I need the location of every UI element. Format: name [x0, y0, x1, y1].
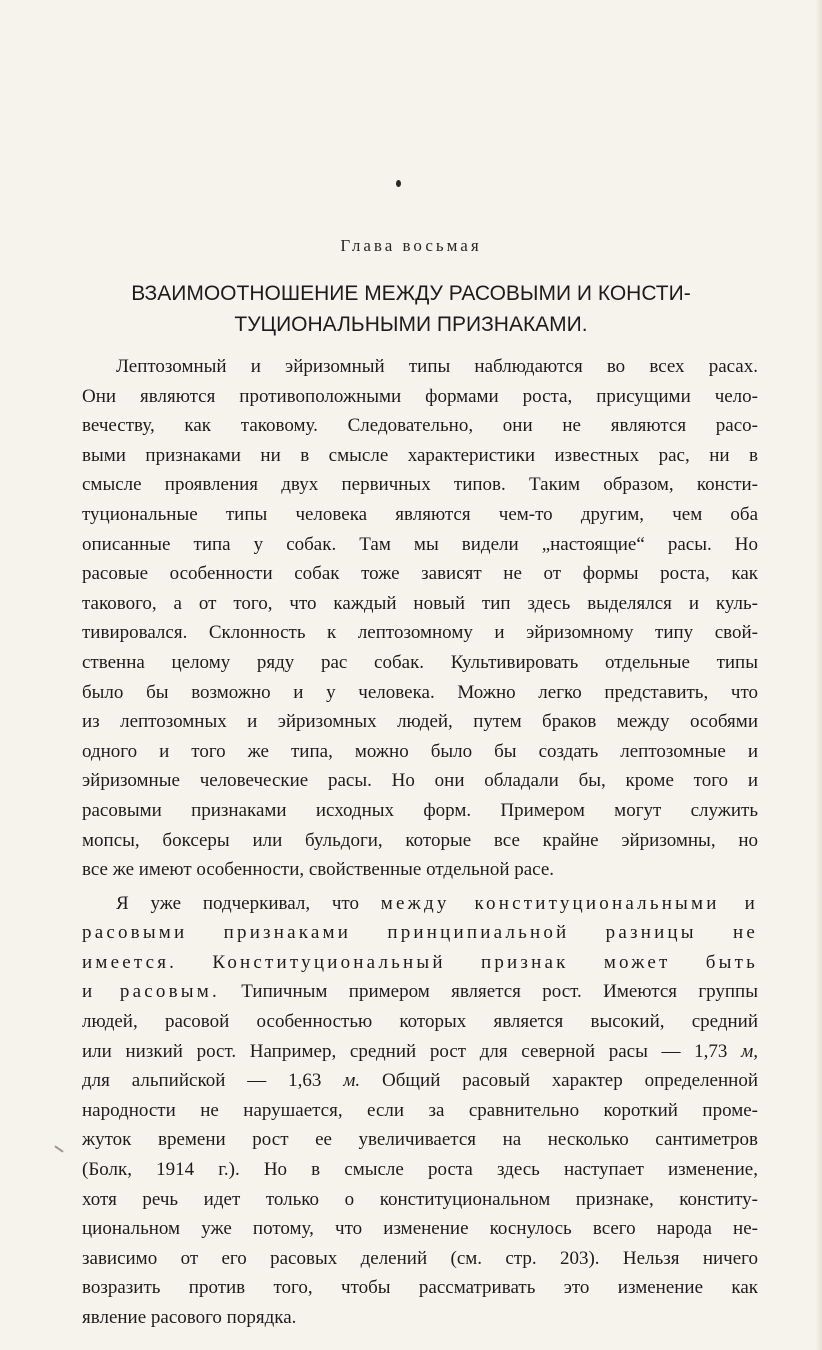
text-line: смысле проявления двух первичных типов. Таким образом, консти- [82, 474, 758, 496]
text-run: Общий расовый характер определенной [360, 1070, 758, 1092]
text-line: выми признаками ни в смысле характеристики известных рас, ни в [82, 444, 758, 466]
text-run: Я уже подчеркивал, что [116, 892, 381, 914]
chapter-title-line-2: ТУЦИОНАЛЬНЫМИ ПРИЗНАКАМИ. [234, 313, 588, 336]
text-line: туциональные типы человека являются чем-то другим, чем оба [82, 503, 758, 525]
text-line: все же имеют особенности, свойственные отдельной расе. [82, 859, 555, 881]
text-line: явление расового порядка. [82, 1307, 297, 1328]
text-line: расовые особенности собак тоже зависят не от формы роста, как [82, 563, 758, 585]
text-line: одного и того же типа, можно было бы создать лептозомные и [82, 740, 758, 762]
paragraph-1 [82, 352, 758, 885]
text-line: (Болк, 1914 г.). Но в смысле роста здесь наступает изменение, [82, 1159, 758, 1181]
text-line: жуток времени рост ее увеличивается на несколько сантиметров [82, 1129, 758, 1151]
chapter-heading: Глава восьмая [340, 236, 482, 255]
text-line: людей, расовой особенностью которых является высокий, средний [82, 1011, 758, 1033]
unit-meter: м. [343, 1070, 361, 1092]
emphasis-line: имеется. Конституциональный признак может быть [82, 951, 758, 973]
chapter-title-line-1: ВЗАИМООТНОШЕНИЕ МЕЖДУ РАСОВЫМИ И КОНСТИ- [131, 282, 691, 305]
text-line: эйризомные человеческие расы. Но они обладали бы, кроме того и [82, 770, 758, 792]
text-line: циональном уже потому, что изменение коснулось всего народа не- [82, 1218, 758, 1240]
emphasis-text: между конституциональными и [380, 892, 758, 914]
ink-dot [396, 180, 401, 187]
text-line: такового, а от того, что каждый новый тип здесь выделялся и куль- [82, 592, 758, 614]
text-line: было бы возможно и у человека. Можно легко представить, что [82, 681, 758, 703]
text-line: из лептозомных и эйризомных людей, путем браков между особями [82, 711, 758, 733]
text-line [82, 1037, 758, 1067]
text-run: для альпийской — 1,63 [82, 1070, 344, 1092]
paper-speck [54, 1145, 63, 1152]
text-line: хотя речь идет только о конституциональном признаке, конститу- [82, 1188, 758, 1210]
paragraph-2 [82, 889, 758, 1333]
text-line [82, 977, 758, 1007]
text-line [82, 1066, 758, 1096]
text-line: Лептозомный и эйризомный типы наблюдаются во всех расах. [116, 356, 758, 377]
text-line: народности не нарушается, если за сравнительно короткий проме- [82, 1099, 758, 1121]
text-line: вечеству, как таковому. Следовательно, они не являются расо- [82, 415, 758, 437]
chapter-title [60, 278, 762, 340]
text-line: тивировался. Склонность к лептозомному и эйризомному типу свой- [82, 622, 758, 644]
emphasis-line: расовыми признаками принципиальной разницы не [82, 922, 758, 944]
page-edge-shade [816, 0, 822, 1350]
unit-meter: м, [741, 1040, 758, 1062]
emphasis-text: и расовым. [82, 981, 220, 1003]
text-run: или низкий рост. Например, средний рост для северной расы — 1,73 [82, 1040, 742, 1062]
text-line: Они являются противоположными формами роста, присущими чело- [82, 385, 758, 407]
text-line: зависимо от его расовых делений (см. стр. 203). Нельзя ничего [82, 1247, 758, 1269]
text-line: описанные типа у собак. Там мы видели „настоящие“ расы. Но [82, 533, 758, 555]
text-line: мопсы, боксеры или бульдоги, которые все крайне эйризомны, но [82, 829, 758, 851]
text-run: Типичным примером является рост. Имеются группы [219, 981, 758, 1003]
text-line: расовыми признаками исходных форм. Примером могут служить [82, 799, 758, 821]
text-line: ственна целому ряду рас собак. Культивировать отдельные типы [82, 651, 758, 673]
body-text [82, 352, 758, 1333]
text-line: возразить против того, чтобы рассматривать это изменение как [82, 1277, 758, 1299]
text-line [82, 889, 758, 919]
